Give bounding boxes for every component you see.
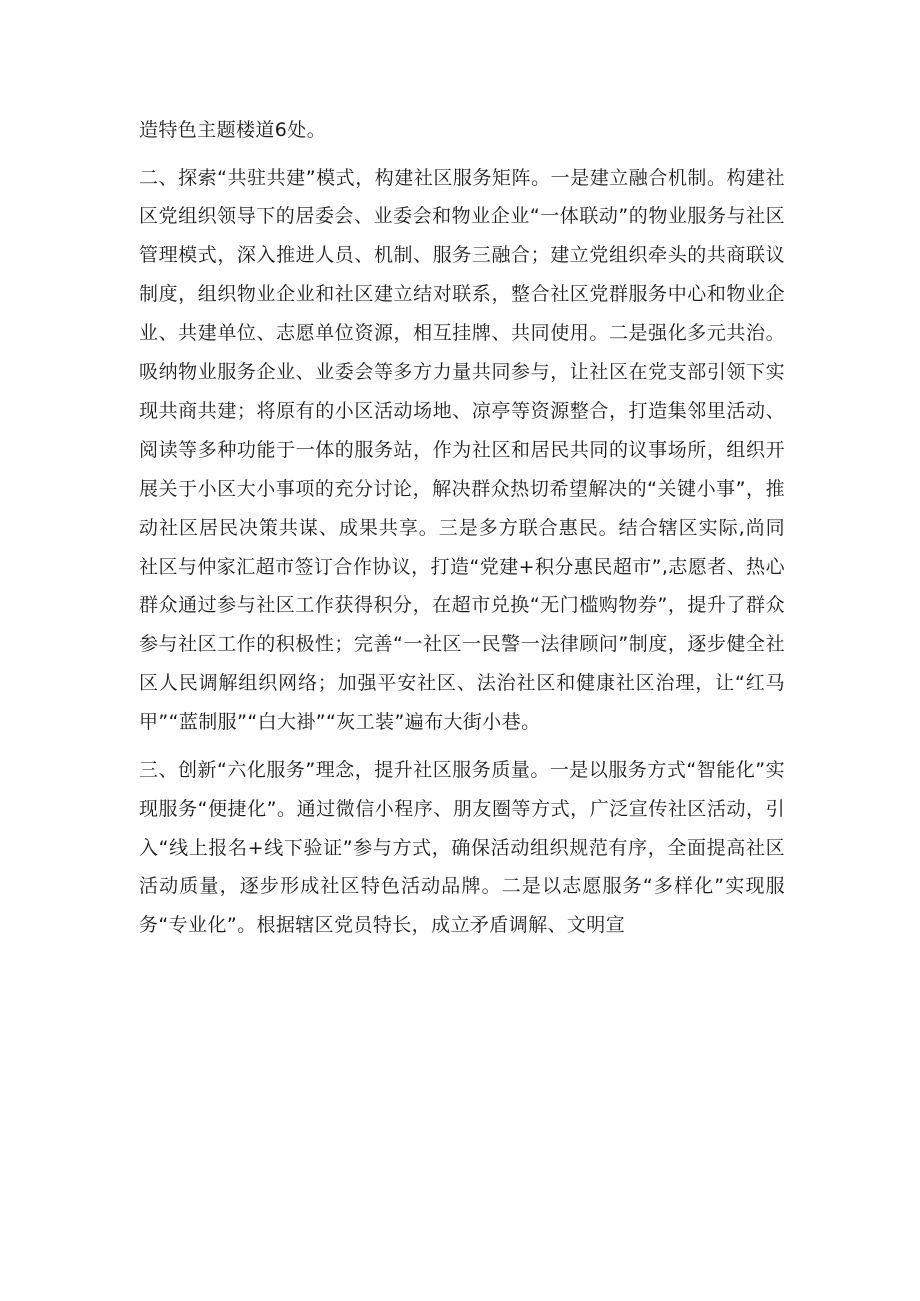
- document-body: [139, 111, 785, 954]
- paragraph-section-two: 二、探索“共驻共建”模式，构建社区服务矩阵。一是建立融合机制。构建社区党组织领导下的居委会、业委会和物业企业“一体联动”的物业服务与社区管理模式，深入推进人员、机制、服务三融合；建立党组织牵头的共商联议制度，组织物业企业和社区建立结对联系，整合社区党群服务中心和物业企业、共建单位、志愿单位资源，相互挂牌、共同使用。二是强化多元共治。吸纳物业服务企业、业委会等多方力量共同参与，让社区在党支部引领下实现共商共建；将原有的小区活动场地、凉亭等资源整合，打造集邻里活动、阅读等多种功能于一体的服务站，作为社区和居民共同的议事场所，组织开展关于小区大小事项的充分讨论，解决群众热切希望解决的“关键小事”，推动社区居民决策共谋、成果共享。三是多方联合惠民。结合辖区实际,尚同社区与仲家汇超市签订合作协议，打造“党建+积分惠民超市”,志愿者、热心群众通过参与社区工作获得积分，在超市兑换“无门槛购物券”，提升了群众参与社区工作的积极性；完善“一社区一民警一法律顾问”制度，逐步健全社区人民调解组织网络；加强平安社区、法治社区和健康社区治理，让“红马甲”“蓝制服”“白大褂”“灰工装”遍布大街小巷。: [139, 166, 785, 734]
- paragraph-section-three: 三、创新“六化服务”理念，提升社区服务质量。一是以服务方式“智能化”实现服务“便捷化”。通过微信小程序、朋友圈等方式，广泛宣传社区活动，引入“线上报名+线下验证”参与方式，确保活动组织规范有序，全面提高社区活动质量，逐步形成社区特色活动品牌。二是以志愿服务“多样化”实现服务“专业化”。根据辖区党员特长，成立矛盾调解、文明宣: [139, 758, 785, 937]
- paragraph-continuation: 造特色主题楼道6处。: [139, 119, 327, 141]
